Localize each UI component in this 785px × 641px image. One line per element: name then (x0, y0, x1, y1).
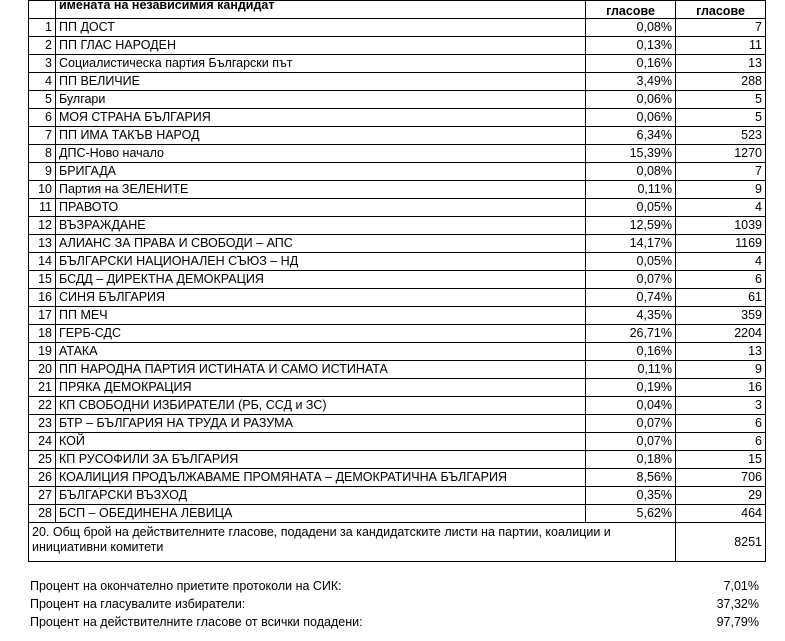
table-row (29, 379, 766, 397)
table-row (29, 271, 766, 289)
row-number-cell: 8 (29, 145, 56, 163)
party-name-cell: БЪЛГАРСКИ НАЦИОНАЛЕН СЪЮЗ – НД (56, 253, 586, 271)
percent-cell: 6,34% (586, 127, 676, 145)
stat-value: 97,79% (716, 615, 759, 629)
percent-cell: 0,07% (586, 415, 676, 433)
row-number-cell: 28 (29, 505, 56, 523)
stat-label: Процент на гласувалите избиратели: (30, 597, 246, 611)
party-name-cell: ПП ДОСТ (56, 19, 586, 37)
row-number-cell: 20 (29, 361, 56, 379)
row-number-cell: 24 (29, 433, 56, 451)
party-name-cell: Булгари (56, 91, 586, 109)
total-value: 8251 (676, 523, 766, 562)
table-row (29, 487, 766, 505)
row-number-cell: 5 (29, 91, 56, 109)
percent-cell: 0,11% (586, 361, 676, 379)
votes-cell: 6 (676, 433, 766, 451)
party-name-cell: ПП ГЛАС НАРОДЕН (56, 37, 586, 55)
percent-cell: 5,62% (586, 505, 676, 523)
stat-label: Процент на окончателно приетите протоколи на СИК: (30, 579, 342, 593)
percent-cell: 12,59% (586, 217, 676, 235)
row-number-cell: 13 (29, 235, 56, 253)
votes-cell: 7 (676, 163, 766, 181)
table-row (29, 325, 766, 343)
votes-cell: 16 (676, 379, 766, 397)
votes-cell: 4 (676, 253, 766, 271)
percent-cell: 3,49% (586, 73, 676, 91)
row-number-cell: 21 (29, 379, 56, 397)
party-name-cell: КОАЛИЦИЯ ПРОДЪЛЖАВАМЕ ПРОМЯНАТА – ДЕМОКРАТИЧНА БЪЛГАРИЯ (56, 469, 586, 487)
table-row (29, 469, 766, 487)
row-number-cell: 26 (29, 469, 56, 487)
party-name-cell: ПП НАРОДНА ПАРТИЯ ИСТИНАТА И САМО ИСТИНАТА (56, 361, 586, 379)
percent-cell: 0,06% (586, 109, 676, 127)
percent-cell: 8,56% (586, 469, 676, 487)
row-number-cell: 6 (29, 109, 56, 127)
percent-cell: 0,08% (586, 19, 676, 37)
table-row (29, 127, 766, 145)
row-number-cell: 12 (29, 217, 56, 235)
table-row (29, 73, 766, 91)
votes-cell: 523 (676, 127, 766, 145)
table-row (29, 361, 766, 379)
party-name-cell: СИНЯ БЪЛГАРИЯ (56, 289, 586, 307)
party-name-cell: ПРАВОТО (56, 199, 586, 217)
header-num-cell (29, 1, 56, 19)
row-number-cell: 25 (29, 451, 56, 469)
results-table (28, 0, 766, 562)
votes-cell: 5 (676, 109, 766, 127)
row-number-cell: 22 (29, 397, 56, 415)
party-name-cell: Социалистическа партия Български път (56, 55, 586, 73)
table-row (29, 199, 766, 217)
table-row (29, 451, 766, 469)
header-name-cell: имената на независимия кандидат (56, 1, 586, 19)
percent-cell: 0,04% (586, 397, 676, 415)
row-number-cell: 16 (29, 289, 56, 307)
party-name-cell: АТАКА (56, 343, 586, 361)
party-name-cell: ДПС-Ново начало (56, 145, 586, 163)
votes-cell: 13 (676, 343, 766, 361)
row-number-cell: 9 (29, 163, 56, 181)
percent-cell: 0,07% (586, 433, 676, 451)
percent-cell: 0,05% (586, 199, 676, 217)
votes-cell: 5 (676, 91, 766, 109)
table-row (29, 397, 766, 415)
votes-cell: 464 (676, 505, 766, 523)
party-name-cell: ПРЯКА ДЕМОКРАЦИЯ (56, 379, 586, 397)
table-row (29, 415, 766, 433)
percent-cell: 0,07% (586, 271, 676, 289)
table-row (29, 109, 766, 127)
stat-row (30, 577, 759, 595)
party-name-cell: МОЯ СТРАНА БЪЛГАРИЯ (56, 109, 586, 127)
percent-cell: 0,35% (586, 487, 676, 505)
row-number-cell: 27 (29, 487, 56, 505)
stat-value: 7,01% (723, 579, 759, 593)
percent-cell: 0,05% (586, 253, 676, 271)
table-row (29, 235, 766, 253)
table-row (29, 343, 766, 361)
header-pct-cell: гласове (586, 1, 676, 19)
summary-stats (30, 577, 759, 631)
party-name-cell: БСП – ОБЕДИНЕНА ЛЕВИЦА (56, 505, 586, 523)
votes-cell: 9 (676, 181, 766, 199)
votes-cell: 11 (676, 37, 766, 55)
table-row (29, 505, 766, 523)
votes-cell: 4 (676, 199, 766, 217)
party-name-cell: ГЕРБ-СДС (56, 325, 586, 343)
percent-cell: 0,74% (586, 289, 676, 307)
party-name-cell: Партия на ЗЕЛЕНИТЕ (56, 181, 586, 199)
votes-cell: 13 (676, 55, 766, 73)
percent-cell: 0,16% (586, 343, 676, 361)
percent-cell: 0,06% (586, 91, 676, 109)
votes-cell: 9 (676, 361, 766, 379)
party-name-cell: БТР – БЪЛГАРИЯ НА ТРУДА И РАЗУМА (56, 415, 586, 433)
row-number-cell: 1 (29, 19, 56, 37)
table-row (29, 91, 766, 109)
table-row (29, 19, 766, 37)
party-name-cell: ПП МЕЧ (56, 307, 586, 325)
percent-cell: 15,39% (586, 145, 676, 163)
votes-cell: 6 (676, 415, 766, 433)
row-number-cell: 7 (29, 127, 56, 145)
party-name-cell: ВЪЗРАЖДАНЕ (56, 217, 586, 235)
party-name-cell: КП СВОБОДНИ ИЗБИРАТЕЛИ (РБ, ССД и ЗС) (56, 397, 586, 415)
table-row (29, 145, 766, 163)
votes-cell: 15 (676, 451, 766, 469)
percent-cell: 4,35% (586, 307, 676, 325)
table-row (29, 307, 766, 325)
votes-cell: 359 (676, 307, 766, 325)
stat-row (30, 613, 759, 631)
stat-row (30, 595, 759, 613)
table-row (29, 163, 766, 181)
party-name-cell: КОЙ (56, 433, 586, 451)
results-table-container (28, 0, 765, 562)
table-row (29, 55, 766, 73)
percent-cell: 0,18% (586, 451, 676, 469)
votes-cell: 2204 (676, 325, 766, 343)
party-name-cell: ПП ВЕЛИЧИЕ (56, 73, 586, 91)
votes-cell: 61 (676, 289, 766, 307)
percent-cell: 26,71% (586, 325, 676, 343)
party-name-cell: БСДД – ДИРЕКТНА ДЕМОКРАЦИЯ (56, 271, 586, 289)
percent-cell: 0,11% (586, 181, 676, 199)
votes-cell: 6 (676, 271, 766, 289)
party-name-cell: ПП ИМА ТАКЪВ НАРОД (56, 127, 586, 145)
votes-cell: 29 (676, 487, 766, 505)
total-row (29, 523, 766, 562)
row-number-cell: 14 (29, 253, 56, 271)
row-number-cell: 3 (29, 55, 56, 73)
votes-cell: 7 (676, 19, 766, 37)
stat-label: Процент на действителните гласове от всички подадени: (30, 615, 363, 629)
party-name-cell: БРИГАДА (56, 163, 586, 181)
row-number-cell: 15 (29, 271, 56, 289)
votes-cell: 706 (676, 469, 766, 487)
percent-cell: 0,13% (586, 37, 676, 55)
table-row (29, 37, 766, 55)
total-label: 20. Общ брой на действителните гласове, подадени за кандидатските листи на партии, коалиции и инициативни комитети (29, 523, 676, 562)
results-table-body (29, 1, 766, 562)
votes-cell: 1169 (676, 235, 766, 253)
table-row (29, 217, 766, 235)
party-name-cell: АЛИАНС ЗА ПРАВА И СВОБОДИ – АПС (56, 235, 586, 253)
percent-cell: 0,19% (586, 379, 676, 397)
row-number-cell: 17 (29, 307, 56, 325)
votes-cell: 288 (676, 73, 766, 91)
stat-value: 37,32% (716, 597, 759, 611)
row-number-cell: 11 (29, 199, 56, 217)
table-row (29, 181, 766, 199)
party-name-cell: КП РУСОФИЛИ ЗА БЪЛГАРИЯ (56, 451, 586, 469)
row-number-cell: 18 (29, 325, 56, 343)
row-number-cell: 19 (29, 343, 56, 361)
header-votes-cell: гласове (676, 1, 766, 19)
votes-cell: 1270 (676, 145, 766, 163)
row-number-cell: 10 (29, 181, 56, 199)
percent-cell: 14,17% (586, 235, 676, 253)
table-row (29, 289, 766, 307)
table-row (29, 433, 766, 451)
table-header-row (29, 1, 766, 19)
row-number-cell: 2 (29, 37, 56, 55)
votes-cell: 3 (676, 397, 766, 415)
party-name-cell: БЪЛГАРСКИ ВЪЗХОД (56, 487, 586, 505)
table-row (29, 253, 766, 271)
row-number-cell: 23 (29, 415, 56, 433)
percent-cell: 0,16% (586, 55, 676, 73)
row-number-cell: 4 (29, 73, 56, 91)
percent-cell: 0,08% (586, 163, 676, 181)
votes-cell: 1039 (676, 217, 766, 235)
